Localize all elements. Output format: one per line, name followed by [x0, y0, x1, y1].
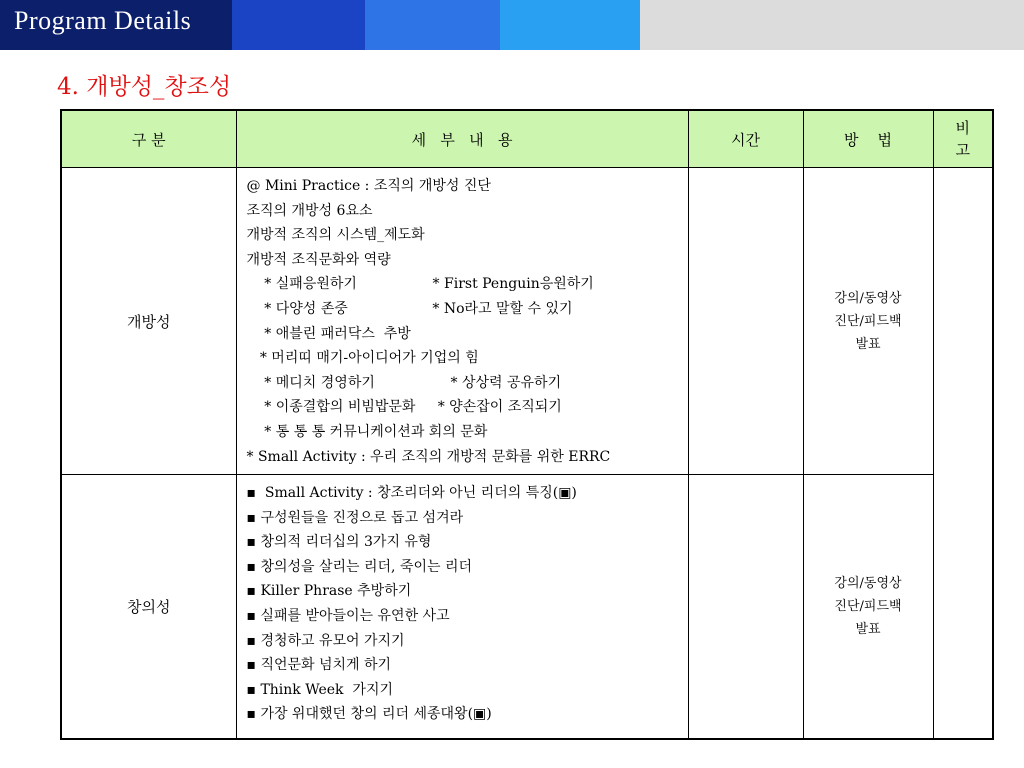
method-line: 강의/동영상	[834, 290, 902, 306]
program-table	[60, 109, 994, 740]
row-remarks	[933, 168, 993, 739]
row-time	[688, 168, 803, 475]
content-line: * 다양성 존중 * No라고 말할 수 있기	[246, 300, 573, 317]
content-line: ▪ 경청하고 유모어 가지기	[246, 632, 405, 649]
content-line: @ Mini Practice : 조직의 개방성 진단	[246, 178, 491, 194]
method-line: 발표	[855, 336, 881, 352]
table-header-row	[61, 110, 993, 168]
column-header-category: 구 분	[61, 110, 236, 168]
row-content	[236, 168, 688, 475]
content-line: ▪ 가장 위대했던 창의 리더 세종대왕(▣)	[246, 706, 492, 723]
method-line: 강의/동영상	[834, 575, 902, 591]
section-title: 4. 개방성_창조성	[57, 74, 232, 100]
row-category: 개방성	[61, 168, 236, 475]
row-category: 창의성	[61, 475, 236, 739]
header-segment-mid-blue	[365, 0, 500, 50]
header-bar	[0, 0, 1024, 50]
content-line: * 실패응원하기 * First Penguin응원하기	[246, 276, 594, 293]
table-row	[61, 168, 993, 475]
content-line: ▪ Think Week 가지기	[246, 681, 393, 698]
content-line: * 통 통 통 커뮤니케이션과 회의 문화	[246, 423, 488, 440]
content-line: * Small Activity : 우리 조직의 개방적 문화를 위한 ERRC	[246, 448, 611, 465]
content-line: * 이종결합의 비빔밥문화 * 양손잡이 조직되기	[246, 399, 562, 416]
column-header-method: 방 법	[803, 110, 933, 168]
column-header-time: 시간	[688, 110, 803, 168]
method-line: 진단/피드백	[834, 313, 902, 329]
row-method	[803, 475, 933, 739]
row-time	[688, 475, 803, 739]
content-line: 조직의 개방성 6요소	[246, 202, 373, 219]
method-line: 진단/피드백	[834, 598, 902, 614]
content-line: 개방적 조직문화와 역량	[246, 251, 391, 268]
content-line: ▪ 직언문화 넘치게 하기	[246, 657, 392, 674]
header-segment-gray	[640, 0, 1024, 50]
content-line: 개방적 조직의 시스템_제도화	[246, 227, 425, 244]
content-line: * 메디치 경영하기 * 상상력 공유하기	[246, 374, 562, 391]
content-line: ▪ Small Activity : 창조리더와 아닌 리더의 특징(▣)	[246, 485, 577, 501]
content-line: ▪ 실패를 받아들이는 유연한 사고	[246, 607, 450, 624]
column-header-remarks: 비 고	[933, 110, 993, 168]
table-row	[61, 475, 993, 739]
header-segment-blue	[232, 0, 365, 50]
content-line: ▪ 창의적 리더십의 3가지 유형	[246, 534, 432, 551]
content-line: ▪ Killer Phrase 추방하기	[246, 583, 412, 600]
content-line: * 애블린 패러닥스 추방	[246, 325, 411, 342]
method-line: 발표	[855, 621, 881, 637]
page-title: Program Details	[14, 6, 192, 35]
content-line: ▪ 창의성을 살리는 리더, 죽이는 리더	[246, 558, 473, 575]
header-segment-light-blue	[500, 0, 640, 50]
row-method	[803, 168, 933, 475]
content-line: ▪ 구성원들을 진정으로 돕고 섬겨라	[246, 509, 464, 526]
column-header-content: 세 부 내 용	[236, 110, 688, 168]
row-content	[236, 475, 688, 739]
content-line: * 머리띠 매기-아이디어가 기업의 힘	[246, 350, 479, 367]
